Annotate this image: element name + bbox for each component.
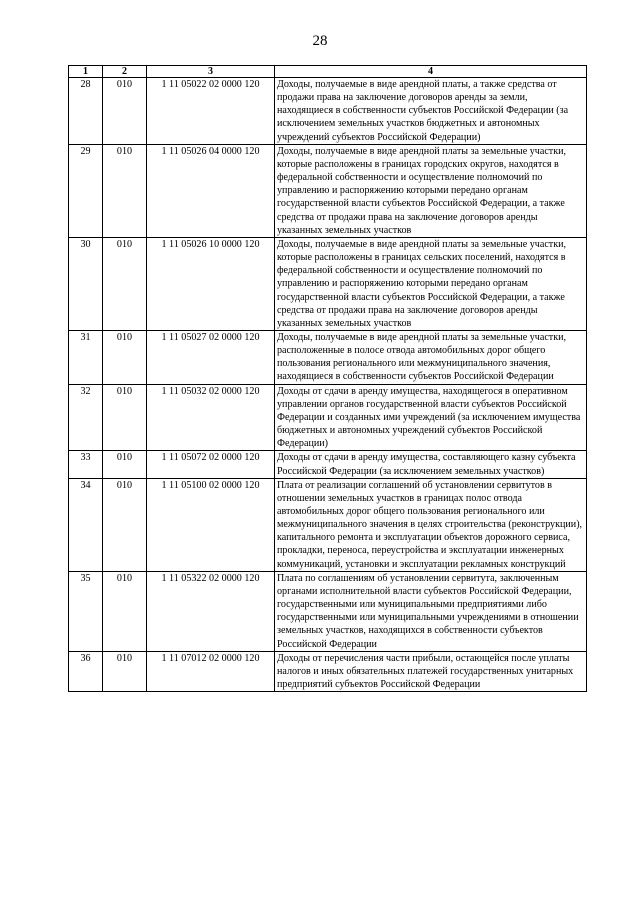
revenue-description: Доходы от перечисления части прибыли, остающейся после уплаты налогов и иных обязательных платежей государственных унитарных предприятий субъектов Российской Федерации	[275, 651, 587, 691]
table-row	[69, 651, 587, 691]
revenue-code: 1 11 05322 02 0000 120	[147, 571, 275, 651]
admin-code: 010	[103, 330, 147, 384]
revenue-description: Доходы, получаемые в виде арендной платы за земельные участки, расположенные в полосе отвода автомобильных дорог общего пользования регионального или межмуниципального значения, находящиеся в собственности субъектов Российской Федерации	[275, 330, 587, 384]
column-header-1: 1	[69, 66, 103, 78]
table-row	[69, 78, 587, 145]
revenue-code: 1 11 05026 10 0000 120	[147, 237, 275, 330]
table-row	[69, 478, 587, 571]
row-number: 35	[69, 571, 103, 651]
admin-code: 010	[103, 651, 147, 691]
revenue-code: 1 11 05026 04 0000 120	[147, 144, 275, 237]
revenue-description: Доходы от сдачи в аренду имущества, составляющего казну субъекта Российской Федерации (за исключением земельных участков)	[275, 451, 587, 478]
revenue-codes-table	[68, 65, 587, 692]
table-row	[69, 237, 587, 330]
row-number: 34	[69, 478, 103, 571]
admin-code: 010	[103, 237, 147, 330]
column-header-2: 2	[103, 66, 147, 78]
row-number: 30	[69, 237, 103, 330]
revenue-code: 1 11 05022 02 0000 120	[147, 78, 275, 145]
revenue-code: 1 11 05027 02 0000 120	[147, 330, 275, 384]
admin-code: 010	[103, 451, 147, 478]
row-number: 31	[69, 330, 103, 384]
row-number: 29	[69, 144, 103, 237]
revenue-code: 1 11 05100 02 0000 120	[147, 478, 275, 571]
admin-code: 010	[103, 78, 147, 145]
table-row	[69, 384, 587, 451]
revenue-description: Плата от реализации соглашений об установлении сервитутов в отношении земельных участков в границах полос отвода автомобильных дорог общего пользования регионального или межмуниципального значения в целях строительства (реконструкции), капитального ремонта и эксплуатации объектов дорожного сервиса, прокладки, переноса, переустройства и эксплуатации инженерных коммуникаций, установки и эксплуатации рекламных конструкций	[275, 478, 587, 571]
column-header-3: 3	[147, 66, 275, 78]
table-header-row	[69, 66, 587, 78]
revenue-code: 1 11 07012 02 0000 120	[147, 651, 275, 691]
revenue-description: Плата по соглашениям об установлении сервитута, заключенным органами исполнительной власти субъектов Российской Федерации, государственными или муниципальными предприятиями либо государственными или муниципальными учреждениями в отношении земельных участков, находящихся в собственности субъектов Российской Федерации	[275, 571, 587, 651]
revenue-code: 1 11 05072 02 0000 120	[147, 451, 275, 478]
admin-code: 010	[103, 571, 147, 651]
table-row	[69, 330, 587, 384]
column-header-4: 4	[275, 66, 587, 78]
table-row	[69, 451, 587, 478]
revenue-description: Доходы, получаемые в виде арендной платы, а также средства от продажи права на заключение договоров аренды за земли, находящиеся в собственности субъектов Российской Федерации (за исключением земельных участков бюджетных и автономных учреждений субъектов Российской Федерации)	[275, 78, 587, 145]
row-number: 33	[69, 451, 103, 478]
row-number: 28	[69, 78, 103, 145]
admin-code: 010	[103, 144, 147, 237]
table-row	[69, 571, 587, 651]
revenue-description: Доходы, получаемые в виде арендной платы за земельные участки, которые расположены в границах городских округов, находятся в федеральной собственности и осуществление полномочий по управлению и распоряжению которыми передано органам государственной власти субъектов Российской Федерации, а также средства от продажи права на заключение договоров аренды указанных земельных участков	[275, 144, 587, 237]
row-number: 36	[69, 651, 103, 691]
page-number: 28	[312, 33, 328, 49]
admin-code: 010	[103, 384, 147, 451]
revenue-description: Доходы, получаемые в виде арендной платы за земельные участки, которые расположены в границах сельских поселений, находятся в федеральной собственности и осуществление полномочий по управлению и распоряжению которыми передано органам государственной власти субъектов Российской Федерации, а также средства от продажи права на заключение договоров аренды указанных земельных участков	[275, 237, 587, 330]
table-row	[69, 144, 587, 237]
row-number: 32	[69, 384, 103, 451]
revenue-description: Доходы от сдачи в аренду имущества, находящегося в оперативном управлении органов государственной власти субъектов Российской Федерации и созданных ими учреждений (за исключением имущества бюджетных и автономных учреждений субъектов Российской Федерации)	[275, 384, 587, 451]
revenue-code: 1 11 05032 02 0000 120	[147, 384, 275, 451]
admin-code: 010	[103, 478, 147, 571]
